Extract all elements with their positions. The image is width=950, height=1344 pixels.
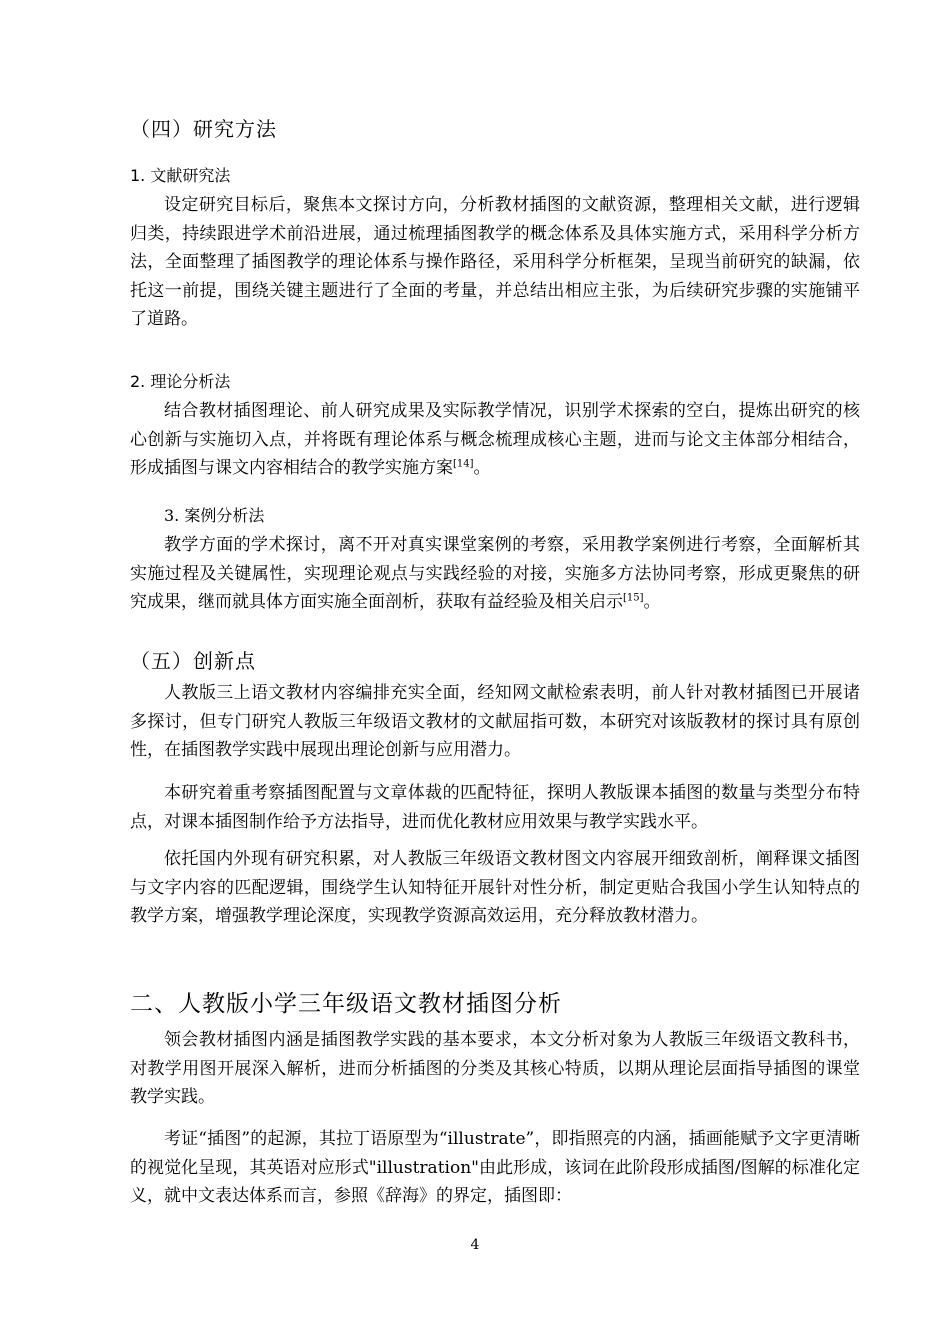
method-paragraph-case-text: 教学方面的学术探讨，离不开对真实课堂案例的考察，采用教学案例进行考察，全面解析其实施过程及关键属性，实现理论观点与实践经验的对接，实施多方法协同考察，形成更聚焦的研究成果，继而就具体方面实施全面剖析，获取有益经验及相关启示	[130, 535, 860, 613]
innovation-paragraph-2: 本研究着重考察插图配置与文章体裁的匹配特征，探明人教版课本插图的数量与类型分布特点，对课本插图制作给予方法指导，进而优化教材应用效果与教学实践水平。	[130, 783, 860, 832]
chapter-heading-illustration-analysis: 二、人教版小学三年级语文教材插图分析	[130, 991, 562, 1017]
page-number: 4	[470, 1237, 480, 1253]
method-paragraph-theory-end: 。	[473, 458, 491, 479]
innovation-paragraph-3: 依托国内外现有研究积累，对人教版三年级语文教材图文内容展开细致剖析，阐释课文插图与文字内容的匹配逻辑，围绕学生认知特征开展针对性分析，制定更贴合我国小学生认知特点的教学方案，增强教学理论深度，实现教学资源高效运用，充分释放教材潜力。	[130, 849, 860, 927]
method-paragraph-literature: 设定研究目标后，聚焦本文探讨方向，分析教材插图的文献资源，整理相关文献，进行逻辑归类，持续跟进学术前沿进展，通过梳理插图教学的概念体系及具体实施方式，采用科学分析方法，全面整理了插图教学的理论体系与操作路径，采用科学分析框架，呈现当前研究的缺漏，依托这一前提，围绕关键主题进行了全面的考量，并总结出相应主张，为后续研究步骤的实施铺平了道路。	[130, 195, 860, 330]
chapter-paragraph-1: 领会教材插图内涵是插图教学实践的基本要求，本文分析对象为人教版三年级语文教科书，对教学用图开展深入解析，进而分析插图的分类及其核心特质，以期从理论层面指导插图的课堂教学实践。	[130, 1030, 860, 1108]
section-heading-innovation: （五）创新点	[130, 649, 256, 673]
citation-14: [14]	[453, 458, 474, 470]
method-heading-case: 3. 案例分析法	[164, 506, 265, 525]
method-heading-literature: 1. 文献研究法	[130, 166, 231, 185]
method-paragraph-theory	[130, 397, 860, 483]
citation-15: [15]	[623, 592, 644, 604]
chapter-paragraph-2: 考证“插图”的起源，其拉丁语原型为“illustrate”，即指照亮的内涵，插画能赋予文字更清晰的视觉化呈现，其英语对应形式"illustration"由此形成，该词在此阶段形成插图/图解的标准化定义，就中文表达体系而言，参照《辞海》的界定，插图即：	[130, 1129, 860, 1207]
innovation-paragraph-1: 人教版三上语文教材内容编排充实全面，经知网文献检索表明，前人针对教材插图已开展诸多探讨，但专门研究人教版三年级语文教材的文献屈指可数，本研究对该版教材的探讨具有原创性，在插图教学实践中展现出理论创新与应用潜力。	[130, 683, 860, 761]
method-paragraph-theory-text: 结合教材插图理论、前人研究成果及实际教学情况，识别学术探索的空白，提炼出研究的核心创新与实施切入点，并将既有理论体系与概念梳理成核心主题，进而与论文主体部分相结合，形成插图与课文内容相结合的教学实施方案	[130, 401, 860, 479]
section-heading-research-methods: （四）研究方法	[130, 117, 277, 141]
method-heading-theory: 2. 理论分析法	[130, 372, 231, 391]
method-paragraph-case	[130, 531, 860, 617]
method-paragraph-case-end: 。	[643, 592, 661, 613]
